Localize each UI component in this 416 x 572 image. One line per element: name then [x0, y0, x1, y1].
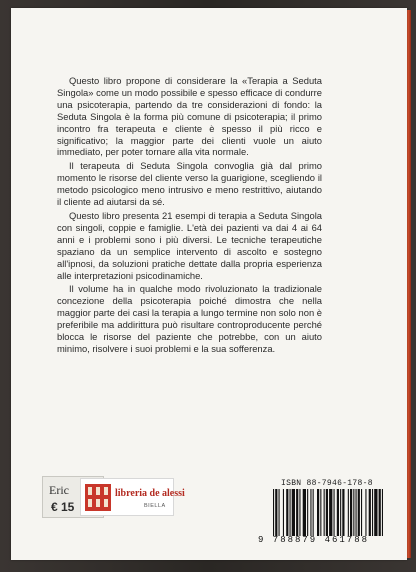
price-value: € 15 — [51, 500, 75, 514]
barcode-bar — [326, 489, 328, 536]
barcode-bar — [283, 489, 284, 536]
blurb-text — [57, 75, 322, 357]
barcode-bar — [275, 489, 277, 536]
isbn-text: ISBN 88-7946-178-8 — [281, 479, 373, 488]
barcode-bar — [353, 489, 354, 536]
barcode-bar — [317, 489, 319, 536]
barcode-bar — [292, 489, 295, 536]
bookshop-name: libreria de alessi — [115, 488, 185, 499]
paragraph-1: Questo libro propone di considerare la «Terapia a Seduta Singola» come un modo possibile e spesso efficace di condurre una psicoterapia, partendo da tre considerazioni di fondo: la Seduta Singola è la forma più comune di psicoterapia; il primo incontro fra terapeuta e cliente è spesso il più ricco e significativo; la maggior parte dei clienti vuole un aiuto immediato, per poter tornare alla vita normale. — [57, 75, 322, 158]
barcode-bar — [303, 489, 306, 536]
barcode-bar — [372, 489, 373, 536]
barcode-bar — [310, 489, 311, 536]
paragraph-4: Il volume ha in qualche modo rivoluzionato la tradizionale concezione della psicoterapia poiché dimostra che nella maggior parte dei casi la terapia a lungo termine non solo non è preferibile ma addirittura può risultare controproducente perché blocca le risorse del paziente che potrebbe, con un aiuto minimo, risolvere i suoi problemi e la sua sofferenza. — [57, 283, 322, 354]
price-sticker-name: Eric — [49, 483, 69, 497]
paragraph-3: Questo libro presenta 21 esempi di terapia a Seduta Singola con singoli, coppie e famiglie. L'età dei pazienti va dai 4 ai 64 anni e i problemi sono i più diversi. Le tecniche terapeutiche spaziano da un semplice intervento di ascolto e sostegno all'ipnosi, da soluzioni pratiche dettate dalla propria esperienza alle interpretazioni psicodinamiche. — [57, 209, 322, 281]
barcode-bar — [369, 489, 371, 536]
barcode-bar — [358, 489, 360, 536]
barcode-bar — [290, 489, 291, 536]
bookshop-city: BIELLA — [144, 503, 166, 509]
barcode-bar — [329, 489, 332, 536]
bookshop-label — [80, 478, 185, 516]
barcode-bar — [307, 489, 308, 536]
barcode-bar — [374, 489, 377, 536]
barcode-bar — [279, 489, 280, 536]
paragraph-2: Il terapeuta di Seduta Singola convoglia già dal primo momento le risorse del cliente verso la guarigione, scegliendo il metodo psicologico meno intrusivo e meno restrittivo, aiutando il cliente ad aiutarsi da sé. — [57, 160, 322, 208]
barcode-bar — [286, 489, 288, 536]
barcode-bar — [365, 489, 366, 536]
barcode-bar — [342, 489, 344, 536]
barcode-bar — [296, 489, 298, 536]
barcode-bar — [299, 489, 300, 536]
barcode-bar — [382, 489, 383, 536]
barcode-bar — [356, 489, 357, 536]
barcode-number: 9 788879 461788 — [258, 535, 370, 545]
barcode-bar — [334, 489, 335, 536]
barcode-bar — [361, 489, 362, 536]
barcode-bar — [273, 489, 274, 536]
barcode — [273, 489, 385, 536]
barcode-bar — [379, 489, 381, 536]
barcode-bar — [350, 489, 352, 536]
barcode-bar — [348, 489, 349, 536]
barcode-bar — [337, 489, 339, 536]
barcode-bar — [320, 489, 321, 536]
barcode-bar — [340, 489, 341, 536]
barcode-bar — [324, 489, 325, 536]
barcode-bar — [313, 489, 314, 536]
bookshop-logo-icon — [85, 484, 111, 511]
